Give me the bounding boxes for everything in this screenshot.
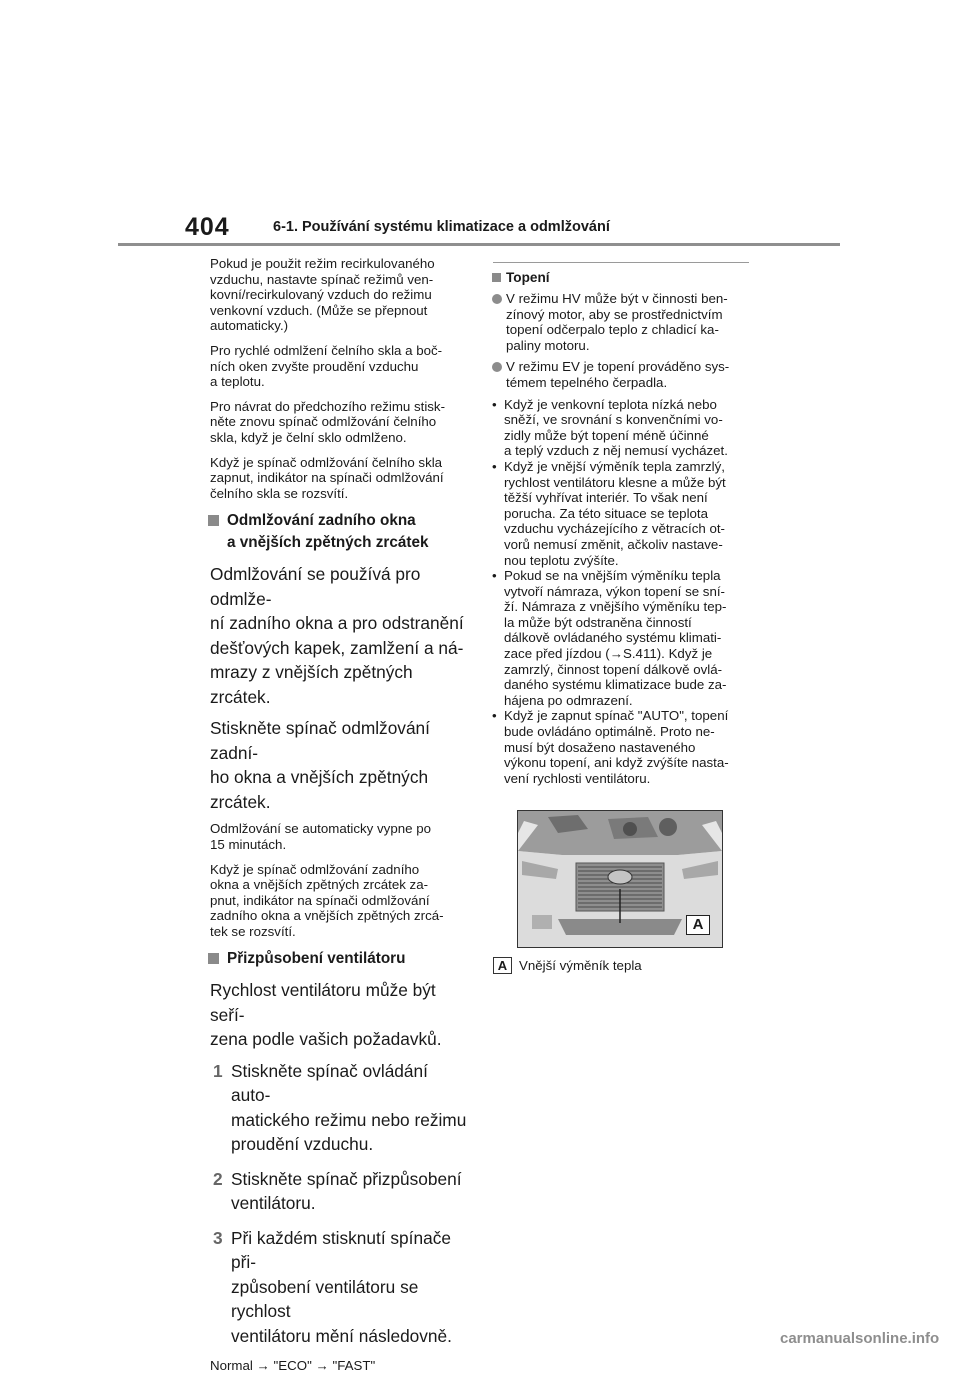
heat-exchanger-illustration bbox=[517, 810, 723, 948]
right-column bbox=[493, 262, 755, 786]
step-number: 1 bbox=[213, 1060, 223, 1081]
heading-text: Odmlžování zadního okna a vnějších zpětných zrcátek bbox=[227, 512, 429, 552]
paragraph: Pro rychlé odmlžení čelního skla a boč- ních oken zvyšte proudění vzduchu a teplotu. bbox=[210, 342, 443, 390]
heading-text: Topení bbox=[506, 270, 550, 285]
step-item bbox=[210, 1226, 468, 1349]
caption-label: A bbox=[493, 957, 512, 974]
circle-bullet-icon bbox=[492, 362, 502, 372]
header-divider bbox=[118, 243, 840, 246]
left-column bbox=[210, 256, 468, 1383]
step-number: 2 bbox=[213, 1168, 223, 1189]
step-item bbox=[210, 1167, 468, 1216]
bullet-item bbox=[493, 459, 755, 568]
figure-caption bbox=[493, 957, 642, 974]
paragraph: Rychlost ventilátoru může být seří- zena podle vašich požadavků. bbox=[210, 980, 442, 1050]
section-heading-fan bbox=[208, 948, 468, 970]
paragraph: Odmlžování se používá pro odmlže- ní zadního okna a pro odstranění dešťových kapek, zamlžení a ná- mrazy z vnějších zpětných zrcátek. bbox=[210, 564, 464, 707]
paragraph: Odmlžování se automaticky vypne po 15 minutách. bbox=[210, 821, 431, 852]
section-divider bbox=[493, 262, 749, 263]
figure-callout-label: A bbox=[686, 915, 710, 935]
square-bullet-icon bbox=[492, 273, 501, 282]
step-text: Při každém stisknutí spínače při- způsobení ventilátoru se rychlost ventilátoru mění následovně. bbox=[231, 1227, 452, 1346]
heading-text: Přizpůsobení ventilátoru bbox=[227, 950, 406, 968]
step-text: Stiskněte spínač ovládání auto- matického režimu nebo režimu proudění vzduchu. bbox=[231, 1060, 467, 1155]
bullet-text: Když je vnější výměník tepla zamrzlý, rychlost ventilátoru klesne a může být těžší vyhřívat interiér. To však není porucha. Za této situace se teplota vzduchu vycházejícího z větracích ot- vorů nemusí změnit, ačkoliv nastave- nou teplotu zvýšíte. bbox=[504, 458, 726, 568]
watermark: carmanualsonline.info bbox=[780, 1330, 940, 1347]
square-bullet-icon bbox=[208, 953, 219, 964]
section-heading-rear-defogger bbox=[208, 510, 468, 554]
dot-text: V režimu EV je topení prováděno sys- témem tepelného čerpadla. bbox=[506, 359, 730, 390]
page-header bbox=[0, 0, 960, 250]
bullet-icon: • bbox=[492, 568, 497, 584]
fan-sequence: Normal → "ECO" → "FAST" bbox=[210, 1358, 376, 1374]
step-text: Stiskněte spínač přizpůsobení ventilátoru. bbox=[231, 1168, 462, 1214]
bullet-icon: • bbox=[492, 708, 497, 724]
bullet-text: Pokud se na vnějším výměníku tepla vytvoří námraza, výkon topení se sní- ží. Námraza z vnějšího výměníku tep- la může být odstraněna činností dálkově ovládaného systému klimati- zace před jízdou (→S.411). Když je zamrzlý, činnost topení dálkově ovlá- daného systému klimatizace bude za- hájena po odmrazení. bbox=[504, 568, 727, 708]
section-title: 6-1. Používání systému klimatizace a odmlžování bbox=[273, 219, 610, 235]
bullet-icon: • bbox=[492, 458, 497, 474]
dot-item bbox=[492, 291, 755, 353]
square-bullet-icon bbox=[208, 515, 219, 526]
paragraph: Stiskněte spínač odmlžování zadní- ho okna a vnějších zpětných zrcátek. bbox=[210, 718, 430, 812]
caption-text: Vnější výměník tepla bbox=[519, 958, 642, 973]
bullet-text: Když je venkovní teplota nízká nebo sněží, ve srovnání s konvenčními vo- zidly může být topení méně účinné a teplý vzduch z něj nemusí vycházet. bbox=[504, 396, 728, 459]
section-heading-heating bbox=[492, 269, 755, 287]
bullet-text: Když je zapnut spínač "AUTO", topení bude ovládáno optimálně. Proto ne- musí být dosaženo nastaveného výkonu topení, ani když zvýšíte nasta- vení rychlosti ventilátoru. bbox=[504, 708, 729, 786]
paragraph: Když je spínač odmlžování zadního okna a vnějších zpětných zrcátek za- pnut, indikátor na spínači odmlžování zadního okna a vnějších zpětných zrcá- tek se rozsvítí. bbox=[210, 861, 444, 939]
paragraph: Když je spínač odmlžování čelního skla zapnut, indikátor na spínači odmlžování čelního skla se rozsvítí. bbox=[210, 454, 444, 501]
step-number: 3 bbox=[213, 1227, 223, 1248]
bullet-item bbox=[493, 397, 755, 459]
bullet-item bbox=[493, 708, 755, 786]
dot-item bbox=[492, 359, 755, 390]
paragraph: Pro návrat do předchozího režimu stisk- něte znovu spínač odmlžování čelního skla, když je čelní sklo odmlženo. bbox=[210, 398, 446, 445]
step-item bbox=[210, 1059, 468, 1157]
paragraph: Pokud je použit režim recirkulovaného vzduchu, nastavte spínač režimů ven- kovní/recirkulovaný vzduch do režimu venkovní vzduch. (Může se přepnout automaticky.) bbox=[210, 256, 435, 334]
page-number: 404 bbox=[185, 213, 230, 241]
bullet-item bbox=[493, 568, 755, 708]
dot-text: V režimu HV může být v činnosti ben- zínový motor, aby se prostřednictvím topení odčerpalo teplo z chladicí ka- paliny motoru. bbox=[506, 291, 728, 353]
circle-bullet-icon bbox=[492, 294, 502, 304]
bullet-icon: • bbox=[492, 396, 497, 412]
